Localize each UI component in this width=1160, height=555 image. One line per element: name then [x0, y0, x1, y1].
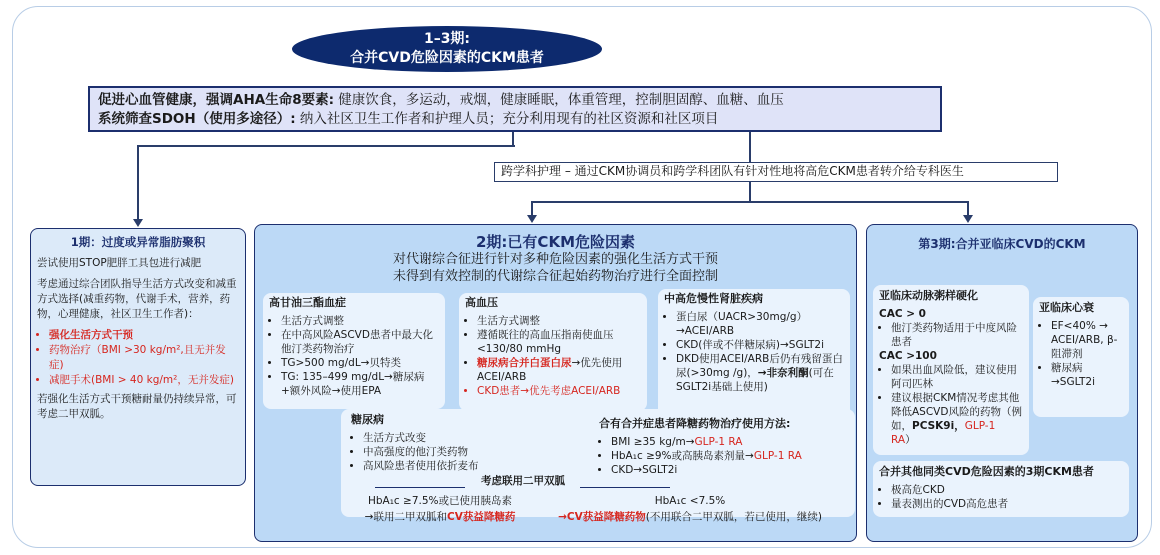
metformin-right2-post: (不用联合二甲双胍，若已使用，继续)	[645, 511, 822, 523]
arrow-down-icon	[527, 215, 537, 223]
hypertg-panel	[263, 293, 445, 409]
htn-panel	[459, 293, 647, 411]
metformin-line-left	[375, 487, 465, 488]
stage2-sub2: 未得到有效控制的代谢综合征起始药物治疗进行全面控制	[392, 269, 718, 284]
connector	[512, 132, 514, 146]
stage-header-line2: 合并CVD危险因素的CKM患者	[350, 50, 544, 66]
other-title: 合并其他同类CVD危险因素的3期CKM患者	[879, 465, 1094, 478]
comorbid-b2-red: GLP-1 RA	[753, 450, 802, 462]
ckd-item: • CKD(伴或不伴糖尿病)→SGLT2i	[676, 338, 844, 352]
ckd-item3-pre: DKD使用ACEI/ARB后仍有残留蛋白尿(>30mg /g)，	[676, 353, 843, 379]
athero-item3-pre: 建议根据CKM情况考虑其他降低ASCVD风险的药物（例如，	[891, 392, 1022, 432]
other-item: • 极高危CKD	[891, 483, 1123, 497]
connector	[137, 145, 139, 221]
athero-panel	[873, 285, 1029, 455]
metformin-left2-pre: →联用二甲双胍和	[364, 511, 447, 523]
cac0-item: • 他汀类药物适用于中度风险患者	[891, 321, 1023, 349]
arrow-down-icon	[133, 219, 143, 227]
cac0-label: CAC > 0	[879, 308, 926, 320]
metformin-right1: HbA₁c <7.5%	[654, 495, 726, 507]
hypertg-title: 高甘油三酯血症	[269, 296, 346, 309]
comorbid-title: 合有合并症患者降糖药物治疗使用方法:	[599, 417, 791, 430]
stage1-p1: 尝试使用STOP肥胖工具包进行减肥	[37, 257, 202, 269]
stage-header-oval	[292, 26, 602, 72]
dm-title: 糖尿病	[351, 413, 384, 426]
stage1-bullet: • 强化生活方式干预	[49, 328, 239, 343]
banner-bold-2: 系统筛查SDOH（使用多途径）:	[98, 111, 296, 127]
ckd-item3-post: (可在SGLT2i基础上使用)	[676, 367, 834, 393]
cac100-item: • 如果出血风险低，建议使用阿司匹林	[891, 363, 1023, 391]
metformin-right	[525, 493, 855, 525]
athero-item3-post: ）	[905, 434, 916, 446]
banner-bold-1: 促进心血管健康，强调AHA生命8要素:	[98, 92, 334, 108]
athero-item3-mid: PCSK9i，	[912, 420, 965, 432]
connector	[531, 201, 969, 203]
dm-item: • 生活方式改变	[363, 431, 561, 445]
stage2-title: 2期:已有CKM危险因素	[476, 233, 635, 251]
metformin-left2-red: CV获益降糖药	[446, 511, 516, 523]
ckd-title: 中高危慢性肾脏疾病	[664, 292, 763, 305]
stage2-sub1: 对代谢综合征进行针对多种危险因素的强化生活方式干预	[392, 252, 718, 267]
stage3-box	[866, 224, 1138, 542]
connector	[749, 182, 751, 202]
metformin-right2	[525, 509, 855, 525]
connector	[137, 145, 515, 147]
hf-title: 亚临床心衰	[1039, 301, 1094, 314]
comorbid-item	[611, 449, 849, 463]
stage2-subtitle	[255, 251, 856, 285]
comorbid-b1-red: GLP-1 RA	[694, 436, 743, 448]
comorbid-b1-pre: BMI ≥35 kg/m→	[611, 436, 695, 448]
banner-text-2: 纳入社区卫生工作者和护理人员；充分利用现有的社区资源和社区项目	[295, 111, 719, 127]
dm-item: • 中高强度的他汀类药物	[363, 445, 561, 459]
metformin-line-right	[580, 487, 670, 488]
stage1-bullet: • 减肥手术(BMI > 40 kg/m²，无并发症)	[49, 373, 239, 388]
hf-panel	[1033, 297, 1129, 417]
dm-item: • 高风险患者使用依折麦布	[363, 459, 561, 473]
htn-item: • 生活方式调整	[477, 314, 641, 328]
cac100-item	[891, 391, 1023, 447]
other-item: • 量表测出的CVD高危患者	[891, 497, 1123, 511]
stage3-title: 第3期:合并亚临床CVD的CKM	[918, 237, 1086, 251]
stage1-bullet: • 药物治疗（BMI >30 kg/m²,且无并发症)	[49, 343, 239, 373]
hf-item: • 糖尿病→SGLT2i	[1051, 361, 1123, 389]
ckd-item3-bold: →非奈利酮	[757, 367, 809, 379]
htn-item	[477, 356, 641, 384]
htn-item: • 遵循既往的高血压指南使血压<130/80 mmHg	[477, 328, 641, 356]
hypertg-item: • TG: 135–499 mg/dL→糖尿病+额外风险→使用EPA	[281, 370, 439, 398]
ckd-item	[676, 352, 844, 394]
stage-header-line1: 1–3期:	[423, 31, 471, 47]
hypertg-item: • TG>500 mg/dL→贝特类	[281, 356, 439, 370]
connector	[749, 132, 751, 162]
comorbid-b2-pre: HbA₁c ≥9%或高胰岛素剂量→	[611, 450, 754, 462]
comorbid-item: • CKD→SGLT2i	[611, 463, 849, 477]
htn-item3-bold: 糖尿病合并白蛋白尿	[477, 357, 572, 369]
stage1-bullets	[37, 328, 239, 388]
athero-title: 亚临床动脉粥样硬化	[879, 289, 978, 302]
stage1-p2: 考虑通过综合团队指导生活方式改变和减重方式选择(减重药物，代谢手术，营养，药物，心理健康，社区卫生工作者)：	[37, 278, 237, 320]
comorbid-item	[611, 435, 849, 449]
ckd-panel	[658, 289, 850, 421]
metformin-label: 考虑联用二甲双胍	[481, 475, 565, 487]
htn-title: 高血压	[465, 296, 498, 309]
stage1-box	[30, 228, 246, 486]
hypertg-item: • 生活方式调整	[281, 314, 439, 328]
athero-item3-red: GLP-1 RA	[891, 420, 996, 446]
arrow-down-icon	[963, 215, 973, 223]
cac100-label: CAC >100	[879, 350, 937, 362]
htn-item: • CKD患者→优先考虑ACEI/ARB	[477, 384, 641, 398]
metformin-left1: HbA₁c ≥7.5%或已使用胰岛素	[367, 495, 513, 507]
metformin-right2-red: →CV获益降糖药物	[558, 511, 646, 523]
interdisciplinary-care-box: 跨学科护理 – 通过CKM协调员和跨学科团队有针对性地将高危CKM患者转介给专科医生	[494, 162, 1058, 182]
hypertg-item: • 在中高风险ASCVD患者中最大化他汀类药物治疗	[281, 328, 439, 356]
hf-item: • EF<40% → ACEI/ARB, β-阻滞剂	[1051, 319, 1123, 361]
htn-item3-rest: →优先使用ACEI/ARB	[477, 357, 623, 383]
stage2-box	[254, 224, 857, 542]
ckd-item: • 蛋白尿（UACR>30mg/g）→ACEI/ARB	[676, 310, 844, 338]
health-banner	[88, 86, 942, 132]
stage1-title: 1期：过度或异常脂肪聚积	[70, 235, 206, 249]
banner-text-1: 健康饮食，多运动，戒烟，健康睡眠，体重管理，控制胆固醇、血糖、血压	[334, 92, 784, 108]
stage1-p3: 若强化生活方式干预糖耐量仍持续异常，可考虑二甲双胍。	[37, 393, 237, 420]
other-panel	[873, 461, 1129, 517]
